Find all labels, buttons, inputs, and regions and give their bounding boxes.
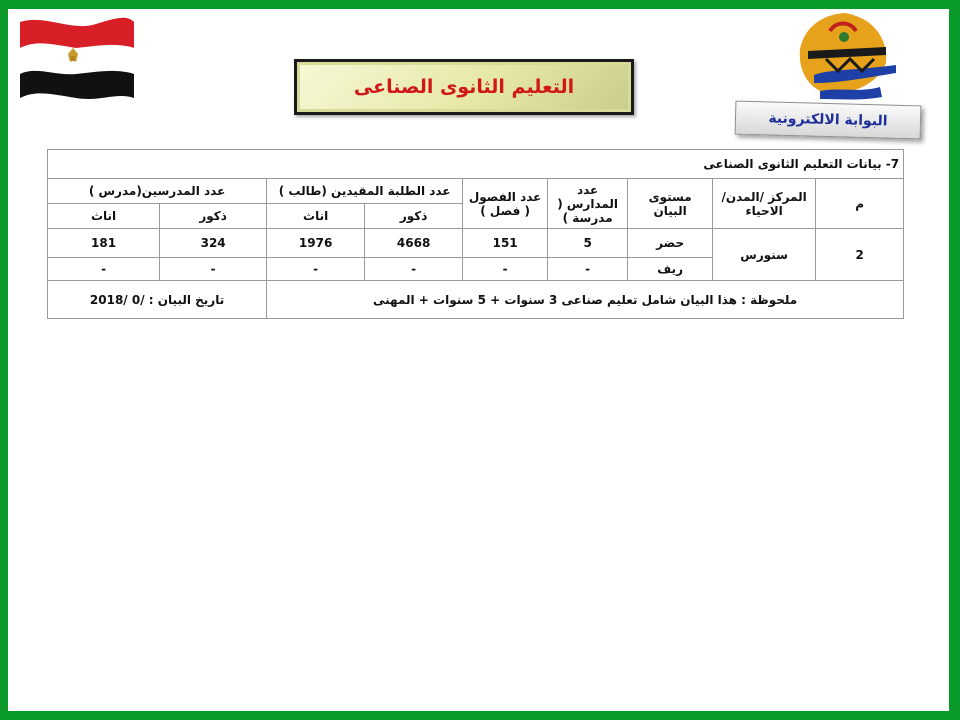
table-note: ملحوظة : هذا البيان شامل تعليم صناعى 3 سنوات + 5 سنوات + المهنى — [267, 281, 904, 319]
rural-classes: - — [463, 258, 548, 281]
urban-students-males: 4668 — [365, 229, 463, 258]
urban-classes: 151 — [463, 229, 548, 258]
portal-banner — [735, 101, 922, 140]
header-teachers-males: ذكور — [160, 204, 267, 229]
table-row-urban — [48, 229, 904, 258]
date-value: 2018/ 0/ — [89, 292, 145, 307]
table-caption: 7- بيانات التعليم الثانوى الصناعى — [48, 150, 904, 179]
header-teachers-females: اناث — [48, 204, 160, 229]
header-teachers: عدد المدرسين(مدرس ) — [48, 179, 267, 204]
urban-level: حضر — [628, 229, 713, 258]
row-center: سنورس — [713, 229, 816, 281]
header-classes: عدد الفصول ( فصل ) — [463, 179, 548, 229]
header-students: عدد الطلبة المقيدين (طالب ) — [267, 179, 463, 204]
header-students-males: ذكور — [365, 204, 463, 229]
row-num: 2 — [816, 229, 904, 281]
governorate-emblem-icon — [790, 11, 898, 103]
portal-label: البوابة الالكترونية — [768, 110, 888, 130]
date-label: تاريخ البيان — [157, 292, 225, 307]
header-level: مستوى البيان — [628, 179, 713, 229]
rural-level: ريف — [628, 258, 713, 281]
urban-teachers-males: 324 — [160, 229, 267, 258]
rural-students-females: - — [267, 258, 365, 281]
page-title-box — [294, 59, 634, 115]
header-num: م — [816, 179, 904, 229]
rural-schools: - — [548, 258, 628, 281]
date-separator: : — [148, 292, 154, 307]
rural-teachers-females: - — [48, 258, 160, 281]
rural-teachers-males: - — [160, 258, 267, 281]
page-title: التعليم الثانوى الصناعى — [353, 76, 575, 98]
industrial-education-table — [47, 149, 904, 319]
rural-students-males: - — [365, 258, 463, 281]
header-center: المركز /المدن/الاحياء — [713, 179, 816, 229]
urban-schools: 5 — [548, 229, 628, 258]
header-students-females: اناث — [267, 204, 365, 229]
urban-students-females: 1976 — [267, 229, 365, 258]
urban-teachers-females: 181 — [48, 229, 160, 258]
header-schools: عدد المدارس ( مدرسة ) — [548, 179, 628, 229]
data-date — [48, 281, 267, 319]
egypt-flag-icon — [16, 14, 138, 100]
